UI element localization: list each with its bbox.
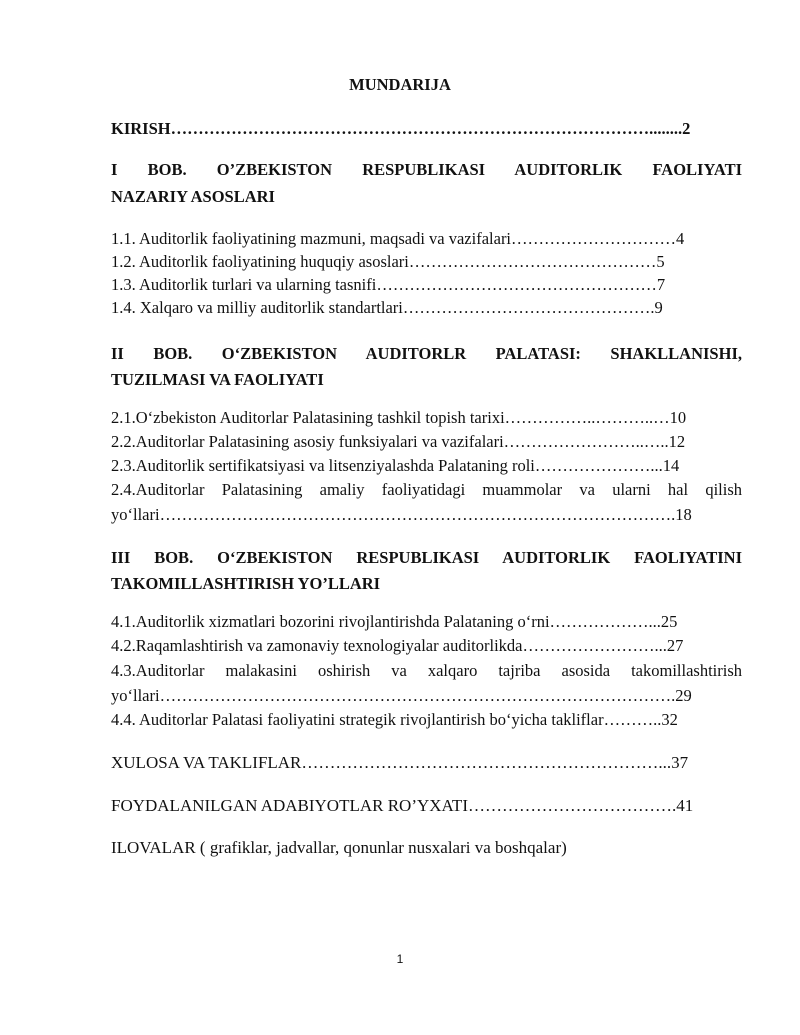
toc-item: 4.2.Raqamlashtirish va zamonaviy texnologiyalar auditorlikda……………………...27 bbox=[111, 636, 684, 655]
chapter-2-heading: II BOB. O‘ZBEKISTON AUDITORLR PALATASI: SHAKLLANISHI, bbox=[111, 344, 742, 363]
toc-item: 4.4. Auditorlar Palatasi faoliyatini strategik rivojlantirish bo‘yicha takliflar………..32 bbox=[111, 710, 678, 729]
toc-item: 4.3.Auditorlar malakasini oshirish va xalqaro tajriba asosida takomillashtirish bbox=[111, 661, 742, 680]
toc-xulosa: XULOSA VA TAKLIFLAR………………………………………………………...37 bbox=[111, 753, 689, 772]
toc-kirish: KIRISH……………………………………………………………………………........2 bbox=[111, 119, 691, 138]
chapter-1-heading: I BOB. O’ZBEKISTON RESPUBLIKASI AUDITORLIK FAOLIYATI bbox=[111, 160, 742, 179]
chapter-3-heading: III BOB. O‘ZBEKISTON RESPUBLIKASI AUDITORLIK FAOLIYATINI bbox=[111, 548, 742, 567]
toc-ilovalar: ILOVALAR ( grafiklar, jadvallar, qonunlar nusxalari va boshqalar) bbox=[111, 838, 567, 857]
toc-item: 1.3. Auditorlik turlari va ularning tasnifi……………………………………………7 bbox=[111, 275, 666, 294]
toc-item: 1.2. Auditorlik faoliyatining huquqiy asoslari………………………………………5 bbox=[111, 252, 665, 271]
toc-item: 2.1.O‘zbekiston Auditorlar Palatasining tashkil topish tarixi……………..………..…10 bbox=[111, 408, 687, 427]
toc-item: 1.4. Xalqaro va milliy auditorlik standartlari……………………………………….9 bbox=[111, 298, 663, 317]
chapter-2-heading-cont: TUZILMASI VA FAOLIYATI bbox=[111, 370, 324, 389]
toc-item: 2.2.Auditorlar Palatasining asosiy funksiyalari va vazifalari……………………..…..12 bbox=[111, 432, 686, 451]
chapter-3-heading-cont: TAKOMILLASHTIRISH YO’LLARI bbox=[111, 574, 381, 593]
toc-item: 2.3.Auditorlik sertifikatsiyasi va litsenziyalashda Palataning roli…………………...14 bbox=[111, 456, 680, 475]
chapter-1-heading-cont: NAZARIY ASOSLARI bbox=[111, 187, 275, 206]
toc-item: 2.4.Auditorlar Palatasining amaliy faoliyatidagi muammolar va ularni hal qilish bbox=[111, 480, 742, 499]
page-title: MUNDARIJA bbox=[349, 75, 451, 94]
toc-item: 1.1. Auditorlik faoliyatining mazmuni, maqsadi va vazifalari…………………………4 bbox=[111, 229, 685, 248]
toc-item-cont: yo‘llari………………………………………………………………………………….18 bbox=[111, 505, 692, 524]
toc-item-cont: yo‘llari………………………………………………………………………………….29 bbox=[111, 686, 692, 705]
toc-adabiyotlar: FOYDALANILGAN ADABIYOTLAR RO’YXATI……………………………….41 bbox=[111, 796, 694, 815]
toc-item: 4.1.Auditorlik xizmatlari bozorini rivojlantirishda Palataning o‘rni………………...25 bbox=[111, 612, 678, 631]
page-number: 1 bbox=[396, 952, 404, 966]
